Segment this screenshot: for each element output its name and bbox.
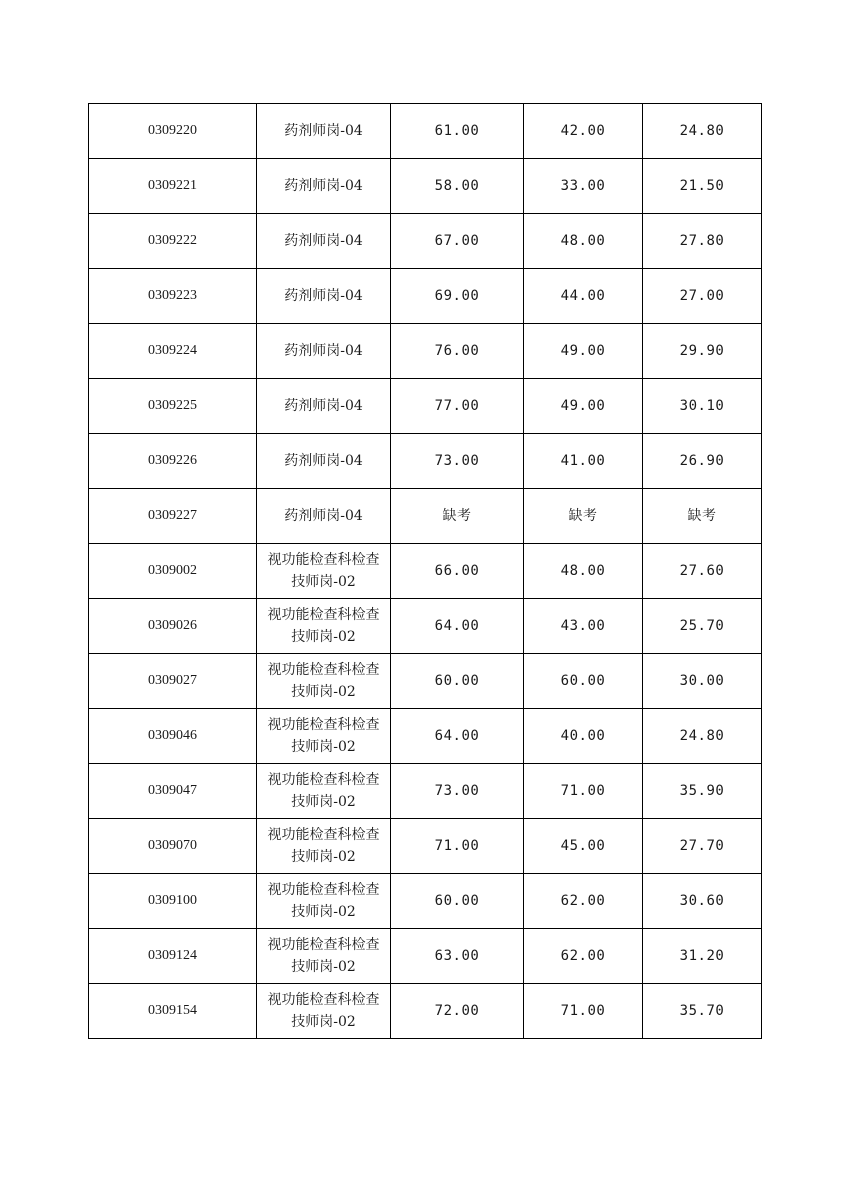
position-label: 药剂师岗-04 — [284, 398, 363, 414]
position-cell — [257, 379, 391, 434]
interview-score-cell: 62.00 — [524, 929, 643, 984]
candidate-id-cell: 0309220 — [89, 104, 257, 159]
total-score-cell: 24.80 — [643, 709, 762, 764]
table-row — [89, 654, 762, 709]
candidate-id-cell: 0309223 — [89, 269, 257, 324]
position-cell — [257, 269, 391, 324]
interview-score-cell: 33.00 — [524, 159, 643, 214]
candidate-id-cell: 0309002 — [89, 544, 257, 599]
total-score-cell: 27.70 — [643, 819, 762, 874]
position-label: 药剂师岗-04 — [284, 233, 363, 249]
position-label: 视功能检查科检查技师岗-02 — [267, 607, 380, 645]
position-label: 视功能检查科检查技师岗-02 — [267, 827, 380, 865]
interview-score-cell: 45.00 — [524, 819, 643, 874]
position-label: 药剂师岗-04 — [284, 343, 363, 359]
interview-score-cell: 缺考 — [524, 489, 643, 544]
written-score-cell: 73.00 — [391, 434, 524, 489]
table-row — [89, 874, 762, 929]
candidate-id-cell: 0309026 — [89, 599, 257, 654]
total-score-cell: 30.60 — [643, 874, 762, 929]
candidate-id-cell: 0309046 — [89, 709, 257, 764]
written-score-cell: 76.00 — [391, 324, 524, 379]
score-table-body — [89, 104, 762, 1039]
written-score-cell: 58.00 — [391, 159, 524, 214]
written-score-cell: 71.00 — [391, 819, 524, 874]
position-label: 药剂师岗-04 — [284, 123, 363, 139]
candidate-id-cell: 0309027 — [89, 654, 257, 709]
candidate-id-cell: 0309224 — [89, 324, 257, 379]
interview-score-cell: 48.00 — [524, 544, 643, 599]
table-row — [89, 379, 762, 434]
written-score-cell: 60.00 — [391, 654, 524, 709]
interview-score-cell: 71.00 — [524, 764, 643, 819]
position-cell — [257, 324, 391, 379]
position-label: 视功能检查科检查技师岗-02 — [267, 717, 380, 755]
written-score-cell: 73.00 — [391, 764, 524, 819]
position-cell — [257, 654, 391, 709]
candidate-id-cell: 0309124 — [89, 929, 257, 984]
position-label: 视功能检查科检查技师岗-02 — [267, 552, 380, 590]
written-score-cell: 66.00 — [391, 544, 524, 599]
interview-score-cell: 48.00 — [524, 214, 643, 269]
interview-score-cell: 71.00 — [524, 984, 643, 1039]
total-score-cell: 24.80 — [643, 104, 762, 159]
total-score-cell: 29.90 — [643, 324, 762, 379]
position-cell — [257, 104, 391, 159]
position-cell — [257, 214, 391, 269]
interview-score-cell: 49.00 — [524, 324, 643, 379]
table-row — [89, 764, 762, 819]
position-cell — [257, 819, 391, 874]
position-cell — [257, 489, 391, 544]
table-row — [89, 159, 762, 214]
total-score-cell: 35.90 — [643, 764, 762, 819]
total-score-cell: 缺考 — [643, 489, 762, 544]
table-row — [89, 104, 762, 159]
written-score-cell: 63.00 — [391, 929, 524, 984]
candidate-id-cell: 0309226 — [89, 434, 257, 489]
interview-score-cell: 41.00 — [524, 434, 643, 489]
position-label: 药剂师岗-04 — [284, 508, 363, 524]
candidate-id-cell: 0309221 — [89, 159, 257, 214]
position-label: 视功能检查科检查技师岗-02 — [267, 992, 380, 1030]
position-cell — [257, 159, 391, 214]
table-row — [89, 984, 762, 1039]
candidate-id-cell: 0309227 — [89, 489, 257, 544]
candidate-id-cell: 0309222 — [89, 214, 257, 269]
position-cell — [257, 599, 391, 654]
table-row — [89, 434, 762, 489]
interview-score-cell: 44.00 — [524, 269, 643, 324]
table-row — [89, 709, 762, 764]
interview-score-cell: 49.00 — [524, 379, 643, 434]
written-score-cell: 69.00 — [391, 269, 524, 324]
position-label: 药剂师岗-04 — [284, 453, 363, 469]
score-table — [88, 103, 762, 1039]
written-score-cell: 61.00 — [391, 104, 524, 159]
total-score-cell: 31.20 — [643, 929, 762, 984]
table-row — [89, 819, 762, 874]
position-label: 视功能检查科检查技师岗-02 — [267, 882, 380, 920]
candidate-id-cell: 0309154 — [89, 984, 257, 1039]
candidate-id-cell: 0309225 — [89, 379, 257, 434]
written-score-cell: 60.00 — [391, 874, 524, 929]
position-label: 药剂师岗-04 — [284, 288, 363, 304]
interview-score-cell: 62.00 — [524, 874, 643, 929]
table-row — [89, 544, 762, 599]
position-cell — [257, 874, 391, 929]
interview-score-cell: 60.00 — [524, 654, 643, 709]
total-score-cell: 25.70 — [643, 599, 762, 654]
table-row — [89, 489, 762, 544]
total-score-cell: 27.00 — [643, 269, 762, 324]
total-score-cell: 27.60 — [643, 544, 762, 599]
interview-score-cell: 40.00 — [524, 709, 643, 764]
position-label: 视功能检查科检查技师岗-02 — [267, 662, 380, 700]
total-score-cell: 21.50 — [643, 159, 762, 214]
table-row — [89, 324, 762, 379]
table-row — [89, 269, 762, 324]
total-score-cell: 27.80 — [643, 214, 762, 269]
position-label: 视功能检查科检查技师岗-02 — [267, 937, 380, 975]
total-score-cell: 35.70 — [643, 984, 762, 1039]
total-score-cell: 26.90 — [643, 434, 762, 489]
position-cell — [257, 544, 391, 599]
total-score-cell: 30.10 — [643, 379, 762, 434]
interview-score-cell: 42.00 — [524, 104, 643, 159]
interview-score-cell: 43.00 — [524, 599, 643, 654]
candidate-id-cell: 0309100 — [89, 874, 257, 929]
position-cell — [257, 984, 391, 1039]
table-row — [89, 929, 762, 984]
position-cell — [257, 434, 391, 489]
candidate-id-cell: 0309047 — [89, 764, 257, 819]
position-cell — [257, 709, 391, 764]
total-score-cell: 30.00 — [643, 654, 762, 709]
candidate-id-cell: 0309070 — [89, 819, 257, 874]
written-score-cell: 64.00 — [391, 709, 524, 764]
written-score-cell: 67.00 — [391, 214, 524, 269]
position-cell — [257, 929, 391, 984]
table-row — [89, 599, 762, 654]
position-label: 视功能检查科检查技师岗-02 — [267, 772, 380, 810]
table-row — [89, 214, 762, 269]
written-score-cell: 77.00 — [391, 379, 524, 434]
written-score-cell: 缺考 — [391, 489, 524, 544]
written-score-cell: 72.00 — [391, 984, 524, 1039]
position-label: 药剂师岗-04 — [284, 178, 363, 194]
position-cell — [257, 764, 391, 819]
written-score-cell: 64.00 — [391, 599, 524, 654]
